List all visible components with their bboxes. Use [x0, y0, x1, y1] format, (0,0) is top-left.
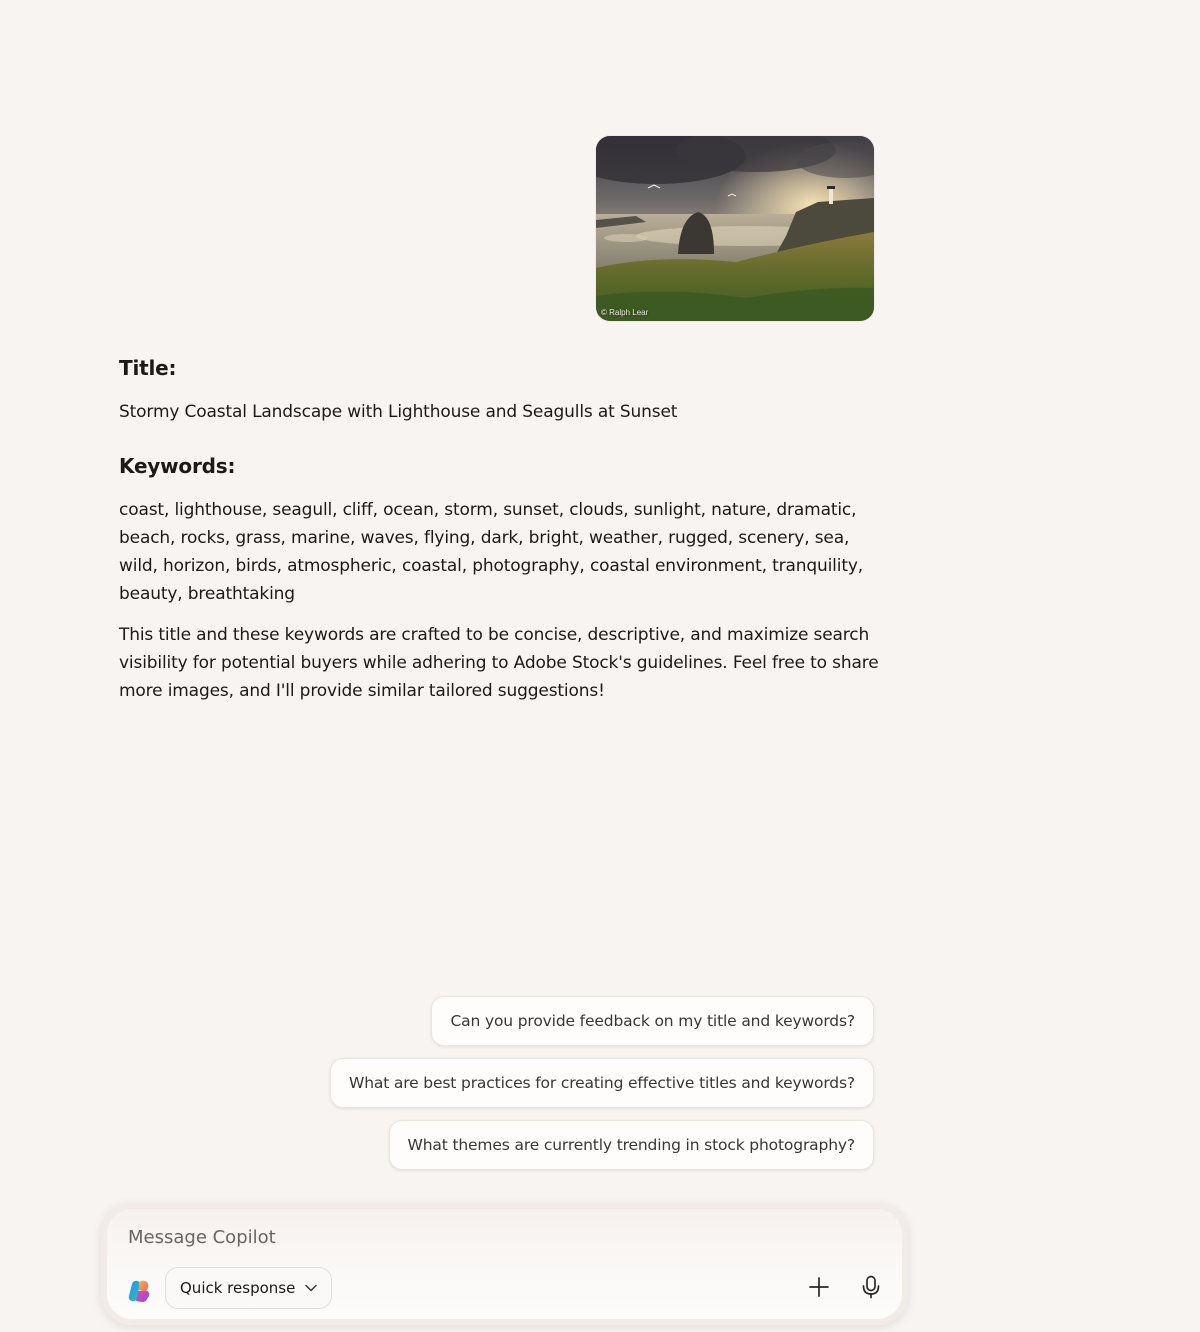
- message-composer: [101, 1203, 908, 1325]
- assistant-response: [119, 352, 879, 705]
- keywords-heading: Keywords:: [119, 454, 236, 478]
- suggestion-chip[interactable]: What are best practices for creating effective titles and keywords?: [330, 1058, 874, 1108]
- composer-box: [107, 1209, 902, 1319]
- title-heading: Title:: [119, 356, 177, 380]
- plus-icon: [808, 1276, 830, 1302]
- title-value: Stormy Coastal Landscape with Lighthouse and Seagulls at Sunset: [119, 402, 678, 422]
- suggestion-chip[interactable]: Can you provide feedback on my title and keywords?: [431, 996, 874, 1046]
- voice-input-button[interactable]: [856, 1274, 886, 1304]
- suggested-prompts: [330, 996, 874, 1170]
- attached-image[interactable]: [596, 136, 874, 321]
- copilot-logo-icon: [126, 1278, 152, 1304]
- response-mode-label: Quick response: [180, 1279, 296, 1297]
- suggestion-chip[interactable]: What themes are currently trending in stock photography?: [389, 1120, 874, 1170]
- message-input[interactable]: [126, 1221, 730, 1253]
- chevron-down-icon: [305, 1284, 317, 1292]
- photo-credit: © Ralph Lear: [601, 308, 649, 317]
- microphone-icon: [860, 1275, 882, 1303]
- add-attachment-button[interactable]: [804, 1274, 834, 1304]
- response-mode-dropdown[interactable]: [165, 1267, 332, 1309]
- coastal-landscape-photo: [596, 136, 874, 321]
- closing-text: This title and these keywords are crafted to be concise, descriptive, and maximize search visibility for potential buyers while adhering to Adobe Stock's guidelines. Feel free to share more images, and I'll provide similar tailored suggestions!: [119, 625, 879, 701]
- keywords-value: coast, lighthouse, seagull, cliff, ocean, storm, sunset, clouds, sunlight, nature, dramatic, beach, rocks, grass, marine, waves, flying, dark, bright, weather, rugged, scenery, sea, wild, horizon, birds, atmospheric, coastal, photography, coastal environment, tranquility, beauty, breathtaking: [119, 500, 864, 604]
